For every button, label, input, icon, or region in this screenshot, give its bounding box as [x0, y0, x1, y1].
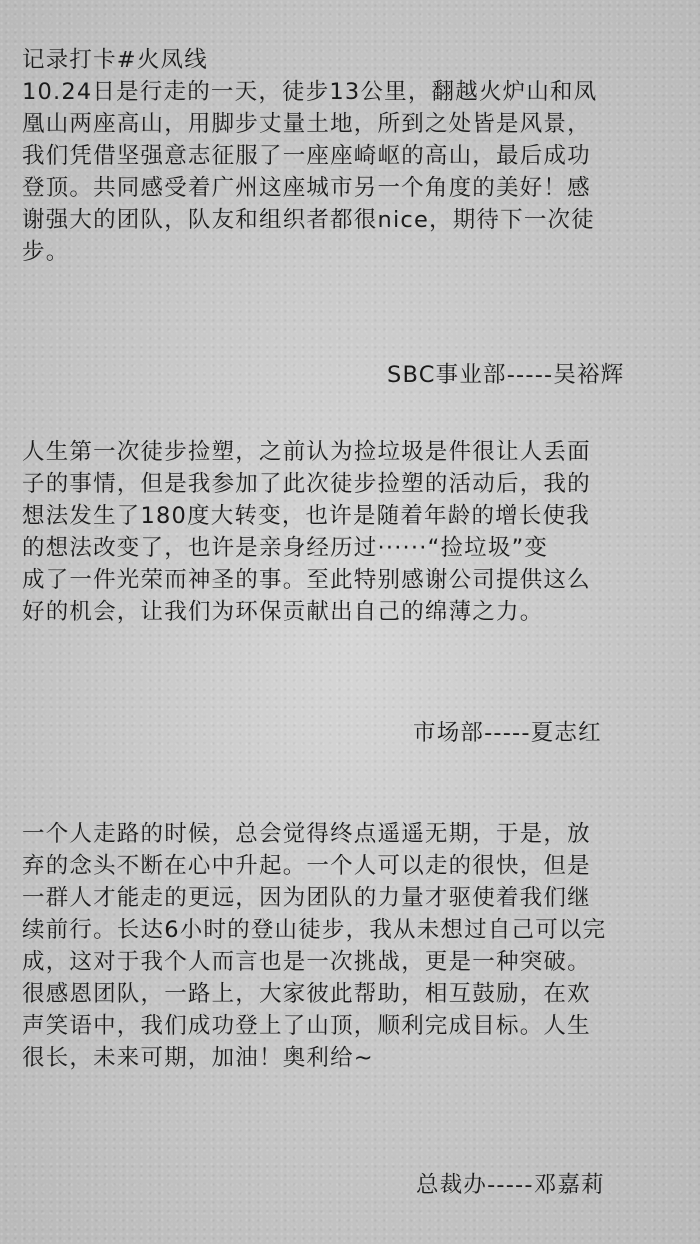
entry-1-line: 凰山两座高山，用脚步丈量土地，所到之处皆是风景，: [22, 111, 591, 137]
entry-1-line: 谢强大的团队，队友和组织者都很nice，期待下一次徒: [22, 207, 595, 233]
entry-1-text: [22, 44, 682, 268]
entry-2-line: 的想法改变了，也许是亲身经历过······“捡垃圾”变: [22, 535, 549, 561]
entry-1-line: 步。: [22, 239, 70, 265]
entry-3-line: 弃的念头不断在心中升起。一个人可以走的很快，但是: [22, 853, 591, 879]
entry-3-line: 一个人走路的时候，总会觉得终点遥遥无期，于是，放: [22, 821, 591, 847]
entry-3-line: 很感恩团队，一路上，大家彼此帮助，相互鼓励，在欢: [22, 981, 591, 1007]
entry-1-line: 10.24日是行走的一天，徒步13公里，翻越火炉山和凤: [22, 79, 598, 105]
entry-3-line: 很长，未来可期，加油！奥利给~: [22, 1045, 374, 1071]
entry-2-line: 好的机会，让我们为环保贡献出自己的绵薄之力。: [22, 599, 544, 625]
entry-2-line: 人生第一次徒步捡塑，之前认为捡垃圾是件很让人丢面: [22, 439, 591, 465]
entry-2-line: 想法发生了180度大转变，也许是随着年龄的增长使我: [22, 503, 590, 529]
entry-2-line: 子的事情，但是我参加了此次徒步捡塑的活动后，我的: [22, 471, 591, 497]
entry-1-line: 记录打卡#火凤线: [22, 47, 208, 73]
entry-1-signature: SBC事业部-----吴裕辉: [387, 362, 625, 388]
entry-3-line: 声笑语中，我们成功登上了山顶，顺利完成目标。人生: [22, 1013, 591, 1039]
entry-1-line: 我们凭借坚强意志征服了一座座崎岖的高山，最后成功: [22, 143, 591, 169]
entry-3-line: 成，这对于我个人而言也是一次挑战，更是一种突破。: [22, 949, 591, 975]
entry-2-line: 成了一件光荣而神圣的事。至此特别感谢公司提供这么: [22, 567, 591, 593]
entry-3-line: 续前行。长达6小时的登山徒步，我从未想过自己可以完: [22, 917, 607, 943]
entry-3-line: 一群人才能走的更远，因为团队的力量才驱使着我们继: [22, 885, 591, 911]
entry-2-text: [22, 436, 682, 628]
entry-3-text: [22, 818, 682, 1074]
entry-3-signature: 总裁办-----邓嘉莉: [416, 1172, 605, 1198]
entry-2-signature: 市场部-----夏志红: [413, 720, 602, 746]
entry-1-line: 登顶。共同感受着广州这座城市另一个角度的美好！感: [22, 175, 591, 201]
